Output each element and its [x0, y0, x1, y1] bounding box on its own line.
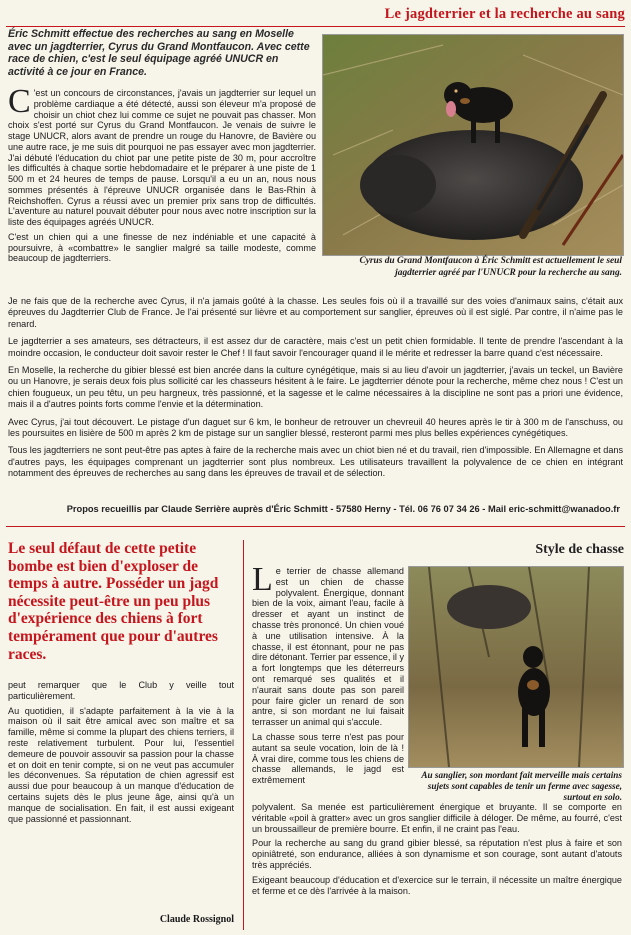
article-column-1: [8, 83, 316, 268]
photo-dog-hunting: [408, 566, 624, 768]
paragraph: En Moselle, la recherche du gibier blessé est bien ancrée dans la culture cynégétique, mais si au lieu d'avoir un jagdterrier, j'avais un teckel, un Bavière ou un Hanovre, je serais deux fois plus sollicité car les chasseurs hésitent à le faire. Le jagdterrier dénote pour la recherche, même chez nous ! C'est un chien fougueux, un peu têtu, un peu hargneux, très passionné, et la sagesse et le calme nécessaires à la discipline ne sont pas a priori une évidence, mais il a d'autres points forts comme l'envie et la détermination.: [8, 365, 623, 410]
drop-cap: L: [252, 561, 273, 598]
section-divider: [6, 526, 625, 527]
paragraph: C'est un chien qui a une finesse de nez indéniable et une capacité à poursuivre, à «combattre» le sanglier malgré sa taille modeste, comme beaucoup de jagdterriers.: [8, 231, 316, 264]
article-title: Le jagdterrier et la recherche au sang: [384, 6, 625, 22]
article-body-full-width: [8, 296, 623, 486]
paragraph: Avec Cyrus, j'ai tout découvert. Le pistage d'un daguet sur 6 km, le bonheur de retrouver un chevreuil 40 heures après le tir à 300 m de l'anschuss, ou les poursuites en lisière de 500 m après 2 km de pistage sur un sanglier blessé, resteront parmi mes plus belles expériences cynégétiques.: [8, 416, 623, 439]
drop-cap: C: [8, 83, 31, 120]
photo-dog-with-boar: [322, 34, 624, 256]
bottom-left-column: [8, 680, 234, 828]
paragraph: Tous les jagdterriers ne sont peut-être pas aptes à faire de la recherche mais avec un chiot bien né et du travail, rien d'impossible. En Allemagne et dans d'autres pays, les équipages comprenant un jagdterrier sont plus nombreux. Les utilisateurs travaillent la polyvalence de ce chien en intégrant notamment des épreuves de recherches au sang dans les épreuves de travail et de sélection.: [8, 445, 623, 479]
sidebar-column: [252, 561, 404, 790]
sidebar-title: Style de chasse: [535, 542, 624, 557]
pull-quote: Le seul défaut de cette petite bombe est bien d'exploser de temps à autre. Posséder un jagd nécessite peut-être un peu plus d'expérience des chiens à fort tempérament que pour d'autres races.: [8, 540, 219, 663]
paragraph: Le terrier de chasse allemand est un chien de chasse polyvalent. Énergique, donnant bien de la voix, aimant l'eau, facile à dresser et ayant un instinct de chasse très prononcé. Un chien voué à une utilisation intensive. À la chasse, il est étonnant, pour ne pas dire détonant. Terrier par essence, il y a fort longtemps que les déterreurs ont remarqué ses qualités et il n'aurait sans doute pas son pareil pour faire gicler un renard de son antre, si son mordant ne lui faisait terrasser un animal qui s'accule.: [252, 561, 404, 728]
article-credit: Propos recueillis par Claude Serrière auprès d'Éric Schmitt - 57580 Herny - Tél. 06 76 07 34 26 - Mail eric-schmitt@wanadoo.fr: [66, 504, 620, 514]
author-signature: Claude Rossignol: [159, 914, 234, 925]
photo-caption: Cyrus du Grand Montfaucon à Éric Schmitt est actuellement le seul jagdterrier agréé par l'UNUCR pour la recherche au sang.: [359, 256, 622, 278]
photo-dog-with-boar-illustration: [323, 35, 623, 255]
paragraph: peut remarquer que le Club y veille tout particulièrement.: [8, 680, 234, 701]
column-divider: [243, 540, 244, 930]
paragraph: Pour la recherche au sang du grand gibier blessé, sa réputation n'est plus à faire et son opiniâtreté, son endurance, alliées à son dynamisme et son courage, sont autant d'atouts très appréciés.: [252, 838, 622, 870]
paragraph: Au quotidien, il s'adapte parfaitement à la vie à la maison où il sait être amical avec son maître et sa famille, même si comme la plupart des chiens terriers, il reste relativement turbulent. Pour lui, l'essentiel demeure de pouvoir assouvir sa passion pour la chasse et on doit en tenir compte, si on ne veut pas accumuler les déconvenues. Sa réputation de chien agressif est aussi due pour beaucoup à un manque d'éducation de certains sujets dès le plus jeune âge, ainsi qu'à un manque de socialisation. En fait, il est aussi exigeant que passionné et passionnant.: [8, 705, 234, 824]
photo-dog-hunting-illustration: [409, 567, 623, 767]
paragraph: Exigeant beaucoup d'éducation et d'exercice sur le terrain, il nécessite un maître énergique et ferme et ce dès l'arrivée à la maison.: [252, 874, 622, 896]
title-rule: [6, 26, 625, 27]
paragraph: Je ne fais que de la recherche avec Cyrus, il n'a jamais goûté à la chasse. Les seules fois où il a travaillé sur des voies d'animaux sains, c'était aux épreuves du Jagdterrier Club de France. Je l'ai présenté sur lièvre et au comportement sur sanglier, épreuves où il est siglé. Par contre, il n'aime pas le renard.: [8, 296, 623, 329]
paragraph: Le jagdterrier a ses amateurs, ses détracteurs, il est assez dur de caractère, mais c'est un petit chien formidable. Il tente de prendre l'ascendant à la moindre occasion, le conducteur doit savoir rester le Chef ! Il faut savoir l'encourager quand il le mérite et redresser la barre quand c'est nécessaire.: [8, 336, 623, 358]
sidebar-body: [252, 802, 622, 900]
paragraph: C 'est un concours de circonstances, j'avais un jagdterrier sur lequel un problème cardiaque a été détecté, aussi son éleveur m'a proposé de choisir un chiot chez lui comme ce sujet ne pouvait pas chasser. Mon choix s'est porté sur Cyrus du Grand Montfaucon. Je venais de suivre le stage UNUCR, alors avant de prendre un rouge du Hanovre, de Bavière ou une autre race, je me suis dit pourquoi ne pas essayer avec mon jagdterrier. J'ai débuté l'éducation du chiot par une petite piste de 30 m, pour accroître les difficultés à chaque sortie hebdomadaire et le préparer à une piste de 1 500 m et 24 heures de temps de pause. Lorsqu'il a eu un an, nous nous sommes présentés à l'épreuve UNUCR organisée dans le Bas-Rhin à Reichshoffen. Cyrus a réussi avec un premier prix sans trop de difficultés. L'aventure au naturel pouvait débuter pour nous avec notre inscription sur la liste des équipages agréés UNUCR.: [8, 83, 316, 227]
paragraph: La chasse sous terre n'est pas pour autant sa seule vocation, loin de là ! À vrai dire, comme tous les chiens de chasse allemands, le jagd est extrêmement: [252, 731, 404, 786]
paragraph: polyvalent. Sa menée est particulièrement énergique et bruyante. Il se comporte en véritable «poil à gratter» avec un gros sanglier difficile à déloger. De même, au fourré, c'est un broussailleur de première bourre. Et enfin, il ne craint pas l'eau.: [252, 802, 622, 834]
article-lead: Éric Schmitt effectue des recherches au sang en Moselle avec un jagdterrier, Cyrus du Grand Montfaucon. Avec cette race de chien, c'est le seul équipage agréé UNUCR en activité à ce jour en France.: [8, 28, 310, 78]
photo-caption: Au sanglier, son mordant fait merveille mais certains sujets sont capables de tenir un ferme avec sagesse, surtout en solo.: [421, 770, 622, 802]
